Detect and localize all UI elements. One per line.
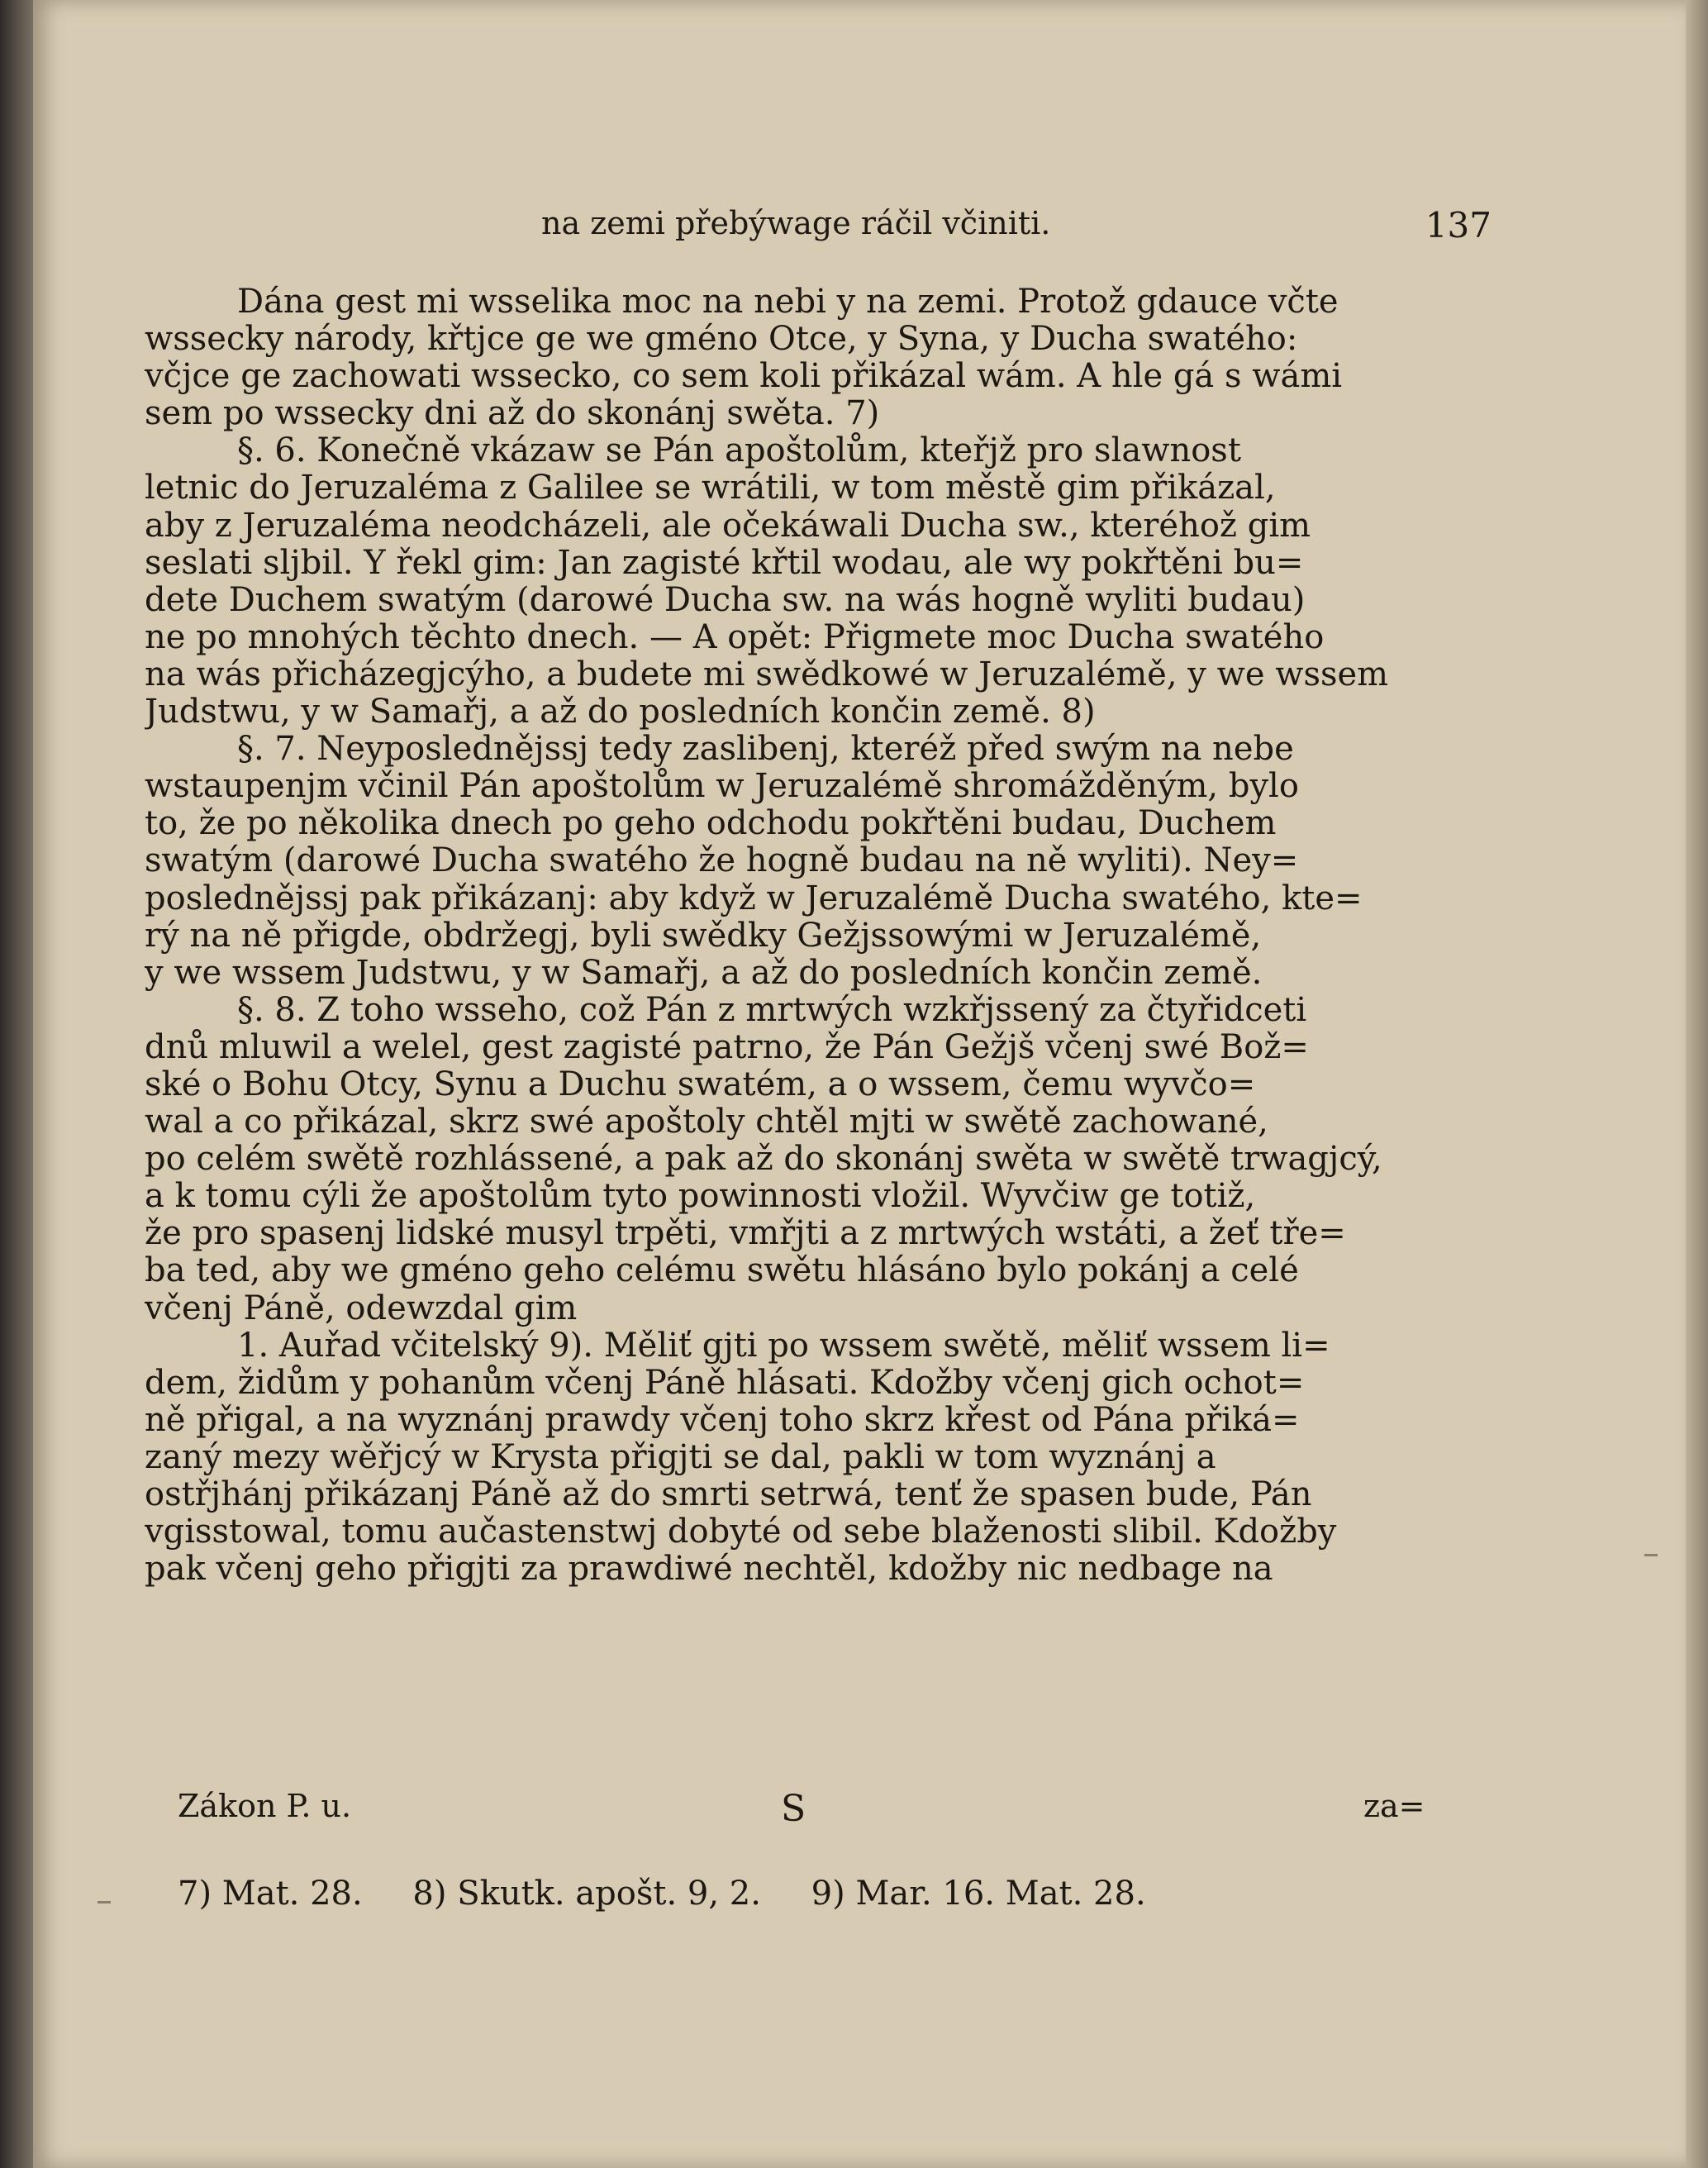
text-line: ostřjhánj přikázanj Páně až do smrti setrwá, tenť že spasen bude, Pán (145, 1476, 1312, 1513)
signature-title: Zákon P. u. (178, 1788, 352, 1824)
text-line: §. 6. Konečně vkázaw se Pán apoštolům, kteřjž pro slawnost (237, 432, 1241, 470)
text-line: sem po wssecky dni až do skonánj swěta. 7) (145, 395, 880, 433)
text-line: včjce ge zachowati wssecko, co sem koli přikázal wám. A hle gá s wámi (145, 358, 1343, 396)
text-line: poslednějssj pak přikázanj: aby když w Jeruzalémě Ducha swatého, kte= (145, 879, 1363, 917)
margin-mark (98, 1901, 111, 1904)
text-line: vgisstowal, tomu aučastenstwj dobyté od sebe blaženosti slibil. Kdožby (145, 1513, 1337, 1551)
book-spine (0, 0, 33, 2168)
text-line: ba ted, aby we gméno geho celému swětu hlásáno bylo pokánj a celé (145, 1252, 1299, 1290)
text-line: §. 8. Z toho wsseho, což Pán z mrtwých wzkřjssený za čtyřidceti (237, 991, 1307, 1029)
text-line: dete Duchem swatým (darowé Ducha sw. na wás hogně wyliti budau) (145, 581, 1306, 619)
running-title: na zemi přebýwage ráčil včiniti. (541, 205, 1051, 241)
text-line: dem, židům y pohanům včenj Páně hlásati. Kdožby včenj gich ochot= (145, 1364, 1305, 1402)
text-line: po celém swětě rozhlássené, a pak až do skonánj swěta w swětě trwagjcý, (145, 1141, 1382, 1179)
text-line: dnů mluwil a welel, gest zagisté patrno, že Pán Gežjš včenj swé Bož= (145, 1028, 1309, 1066)
text-line: seslati sljbil. Y řekl gim: Jan zagisté křtil wodau, ale wy pokřtěni bu= (145, 544, 1304, 582)
text-line: swatým (darowé Ducha swatého že hogně budau na ně wyliti). Ney= (145, 842, 1299, 880)
text-line: letnic do Jeruzaléma z Galilee se wrátili, w tom městě gim přikázal, (145, 469, 1276, 507)
text-line: že pro spasenj lidské musyl trpěti, vmřjti a z mrtwých wstáti, a žeť tře= (145, 1215, 1346, 1253)
text-line: a k tomu cýli že apoštolům tyto powinnosti vložil. Wyvčiw ge totiž, (145, 1178, 1256, 1216)
text-line: §. 7. Neyposlednějssj tedy zaslibenj, kteréž před swým na nebe (237, 731, 1294, 769)
text-line: ne po mnohých těchto dnech. — A opět: Přigmete moc Ducha swatého (145, 618, 1325, 656)
text-line: na wás přicházegjcýho, a budete mi swědkowé w Jeruzalémě, y we wssem (145, 655, 1389, 693)
text-line: ně přigal, a na wyznánj prawdy včenj toho skrz křest od Pána přiká= (145, 1401, 1300, 1439)
page-number: 137 (1425, 205, 1492, 245)
page-edge (1686, 0, 1708, 2168)
text-line: zaný mezy wěřjcý w Krysta přigjti se dal, pakli w tom wyznánj a (145, 1438, 1216, 1476)
footnote: 7) Mat. 28. (178, 1875, 363, 1913)
footnote: 9) Mar. 16. Mat. 28. (811, 1875, 1146, 1913)
text-line: aby z Jeruzaléma neodcházeli, ale očekáwali Ducha sw., kteréhož gim (145, 507, 1311, 545)
text-line: y we wssem Judstwu, y w Samařj, a až do posledních končin země. (145, 954, 1263, 992)
text-line: wstaupenjm včinil Pán apoštolům w Jeruzalémě shromážděným, bylo (145, 768, 1299, 806)
signature-mark: S (781, 1788, 806, 1830)
footnote: 8) Skutk. apošt. 9, 2. (412, 1875, 761, 1913)
text-line: to, že po několika dnech po geho odchodu pokřtěni budau, Duchem (145, 805, 1277, 843)
text-line: wssecky národy, křtjce ge we gméno Otce, y Syna, y Ducha swatého: (145, 321, 1298, 359)
text-line: wal a co přikázal, skrz swé apoštoly chtěl mjti w swětě zachowané, (145, 1103, 1268, 1141)
text-line: pak včenj geho přigjti za prawdiwé nechtěl, kdožby nic nedbage na (145, 1551, 1273, 1589)
text-line: 1. Auřad včitelský 9). Měliť gjti po wssem swětě, měliť wssem li= (237, 1327, 1330, 1365)
catchword: za= (1363, 1788, 1425, 1824)
text-line: rý na ně přigde, obdržegj, byli swědky Gežjssowými w Jeruzalémě, (145, 917, 1262, 955)
text-line: včenj Páně, odewzdal gim (145, 1289, 578, 1327)
text-line: Dána gest mi wsselika moc na nebi y na zemi. Protož gdauce včte (237, 284, 1339, 321)
text-line: ské o Bohu Otcy, Synu a Duchu swatém, a o wssem, čemu wyvčo= (145, 1065, 1256, 1103)
text-line: Judstwu, y w Samařj, a až do posledních končin země. 8) (145, 693, 1096, 731)
body-text (145, 284, 1492, 1588)
footnotes (178, 1875, 1186, 1913)
margin-mark (1644, 1554, 1658, 1556)
